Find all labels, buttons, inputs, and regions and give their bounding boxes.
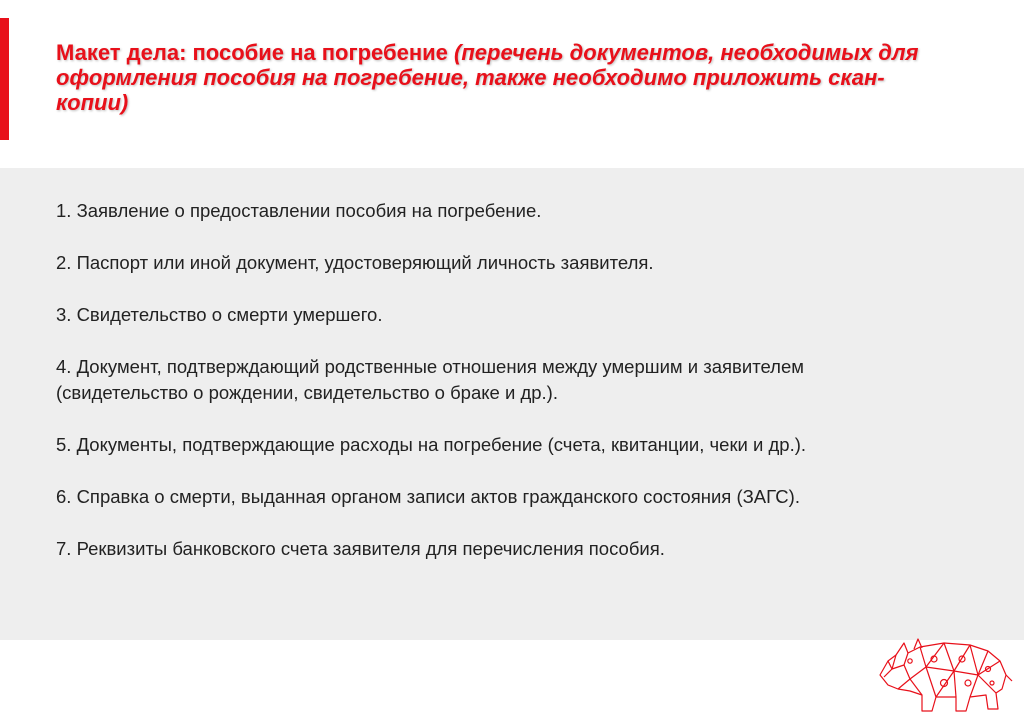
list-item: 1. Заявление о предоставлении пособия на погребение.	[56, 200, 542, 221]
page-title	[56, 40, 956, 115]
list-item: 5. Документы, подтверждающие расходы на погребение (счета, квитанции, чеки и др.).	[56, 434, 807, 455]
list-item: 2. Паспорт или иной документ, удостоверяющий личность заявителя.	[56, 252, 654, 273]
rhino-icon	[874, 635, 1014, 717]
title-main: Макет дела: пособие на погребение	[56, 40, 454, 65]
list-item: 4. Документ, подтверждающий родственные отношения между умершим и заявителем (свидетельство о рождении, свидетельство о браке и др.).	[56, 356, 804, 403]
list-item: 3. Свидетельство о смерти умершего.	[56, 304, 383, 325]
accent-bar	[0, 18, 9, 140]
list-item: 7. Реквизиты банковского счета заявителя для перечисления пособия.	[56, 538, 665, 559]
documents-panel	[0, 168, 1024, 640]
title-note: (перечень документов, необходимых для оформления пособия на погребение, также необходимо приложить скан-копии)	[56, 40, 919, 115]
list-item: 6. Справка о смерти, выданная органом записи актов гражданского состояния (ЗАГС).	[56, 486, 800, 507]
documents-list	[56, 198, 916, 562]
